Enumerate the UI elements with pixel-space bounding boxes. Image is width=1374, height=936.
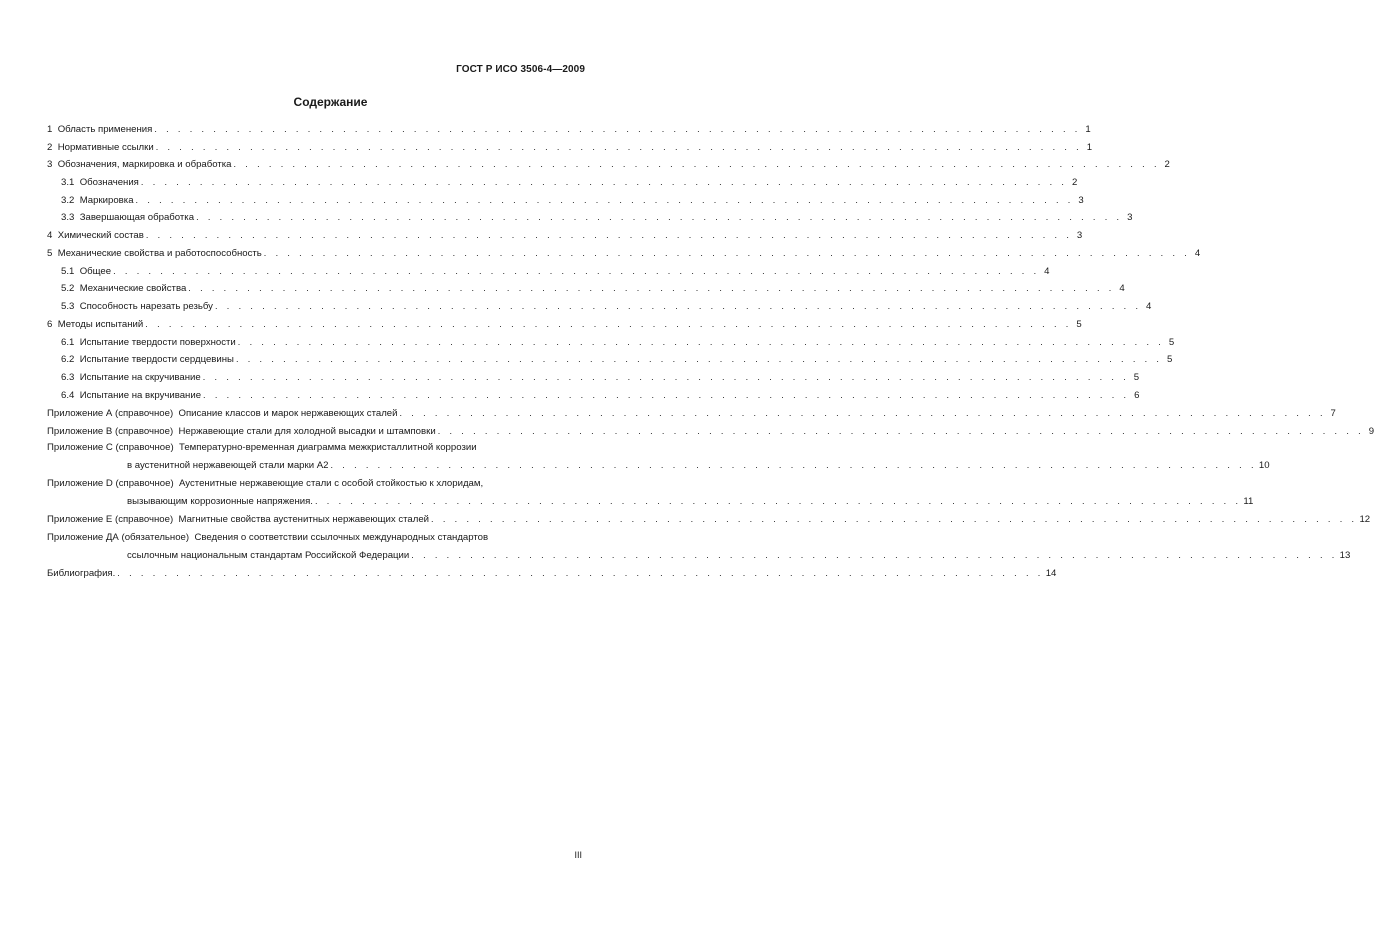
toc-entry-page: 3 [1078, 195, 1084, 206]
toc-entry-title: Магнитные свойства аустенитных нержавеющих сталей [178, 514, 430, 525]
toc-entry-number: 3.2 [61, 195, 75, 206]
toc-entry-page: 12 [1359, 514, 1371, 525]
toc-entry-title-continuation: вызывающим коррозионные напряжения. [127, 496, 313, 507]
page-header-doc-id: ГОСТ Р ИСО 3506-4—2009 [456, 64, 585, 75]
toc-entry-page: 6 [1134, 390, 1140, 401]
toc-entry-title: Методы испытаний [57, 319, 144, 330]
toc-entry-title: Сведения о соответствии ссылочных международных стандартов [194, 532, 489, 543]
toc-entry-5[interactable]: 5 Механические свойства и работоспособность . . . . . . . . . . . . . . . . . . . . . . . . . . . . . . . . . . . . . . . . . . . . . . . . . . . . . . . . . . . . . . . . . . . . . . . . . . . . . . . 4 [47, 248, 1201, 259]
toc-entry-3-1[interactable]: 3.1 Обозначения . . . . . . . . . . . . . . . . . . . . . . . . . . . . . . . . . . . . . . . . . . . . . . . . . . . . . . . . . . . . . . . . . . . . . . . . . . . . . . . 2 [61, 177, 1078, 188]
toc-entry-page: 5 [1076, 319, 1082, 330]
toc-entry-page: 1 [1086, 142, 1093, 153]
toc-entry-6-4[interactable]: 6.4 Испытание на вкручивание . . . . . . . . . . . . . . . . . . . . . . . . . . . . . . . . . . . . . . . . . . . . . . . . . . . . . . . . . . . . . . . . . . . . . . . . . . . . . . . 6 [61, 390, 1140, 401]
toc-entry-number: 5.2 [61, 283, 75, 294]
toc-entry-number: 3 [47, 159, 53, 170]
toc-entry-title: Испытание твердости сердцевины [79, 354, 234, 365]
toc-entry-page: 11 [1243, 496, 1254, 507]
toc-entry-page: 5 [1167, 354, 1173, 365]
toc-entry-title: Общее [79, 266, 112, 277]
toc-entry-page: 4 [1119, 283, 1125, 294]
toc-entry-prefix: Приложение С (справочное) [47, 442, 174, 453]
toc-entry-page: 14 [1045, 568, 1057, 579]
toc-entry-title: Нержавеющие стали для холодной высадки и штамповки [178, 426, 436, 437]
toc-entry-title: Нормативные ссылки [57, 142, 154, 153]
toc-entry-2[interactable]: 2 Нормативные ссылки . . . . . . . . . . . . . . . . . . . . . . . . . . . . . . . . . . . . . . . . . . . . . . . . . . . . . . . . . . . . . . . . . . . . . . . . . . . . . . . 1 [47, 142, 1093, 153]
toc-entry-number: 6.2 [61, 354, 75, 365]
toc-entry-appendix-da-cont[interactable]: ссылочным национальным стандартам Российской Федерации . . . . . . . . . . . . . . . . . . . . . . . . . . . . . . . . . . . . . . . . . . . . . . . . . . . . . . . . . . . . . . . . . . . . . . . . . . . . . . . 13 [127, 550, 1351, 561]
page-number-roman: III [574, 850, 582, 860]
toc-entry-title: Обозначения [79, 177, 139, 188]
toc-entry-title: Испытание твердости поверхности [79, 337, 236, 348]
toc-entry-number: 6 [47, 319, 53, 330]
toc-entry-1[interactable]: 1 Область применения . . . . . . . . . . . . . . . . . . . . . . . . . . . . . . . . . . . . . . . . . . . . . . . . . . . . . . . . . . . . . . . . . . . . . . . . . . . . . . . 1 [47, 124, 1091, 135]
toc-entry-appendix-c[interactable] [47, 441, 583, 455]
toc-entry-5-3[interactable]: 5.3 Способность нарезать резьбу . . . . . . . . . . . . . . . . . . . . . . . . . . . . . . . . . . . . . . . . . . . . . . . . . . . . . . . . . . . . . . . . . . . . . . . . . . . . . . . 4 [61, 301, 1152, 312]
toc-entry-number: 6.3 [61, 372, 75, 383]
toc-entry-page: 4 [1146, 301, 1152, 312]
toc-entry-page: 5 [1133, 372, 1140, 383]
toc-entry-number: 6.1 [61, 337, 75, 348]
toc-entry-title: Область применения [57, 124, 153, 135]
toc-entry-title: Механические свойства и работоспособность [57, 248, 262, 259]
toc-entry-appendix-d-cont[interactable]: вызывающим коррозионные напряжения. . . . . . . . . . . . . . . . . . . . . . . . . . . . . . . . . . . . . . . . . . . . . . . . . . . . . . . . . . . . . . . . . . . . . . . . . . . . . . . . 11 [127, 496, 1254, 507]
toc-entry-3[interactable]: 3 Обозначения, маркировка и обработка . . . . . . . . . . . . . . . . . . . . . . . . . . . . . . . . . . . . . . . . . . . . . . . . . . . . . . . . . . . . . . . . . . . . . . . . . . . . . . . 2 [47, 159, 1170, 170]
toc-entry-page: 5 [1168, 337, 1175, 348]
toc-entry-title: Способность нарезать резьбу [79, 301, 213, 312]
toc-entry-page: 13 [1339, 550, 1351, 561]
toc-entry-4[interactable]: 4 Химический состав . . . . . . . . . . . . . . . . . . . . . . . . . . . . . . . . . . . . . . . . . . . . . . . . . . . . . . . . . . . . . . . . . . . . . . . . . . . . . . . 3 [47, 230, 1083, 241]
toc-entry-prefix: Приложение Е (справочное) [47, 514, 174, 525]
toc-entry-3-3[interactable]: 3.3 Завершающая обработка . . . . . . . . . . . . . . . . . . . . . . . . . . . . . . . . . . . . . . . . . . . . . . . . . . . . . . . . . . . . . . . . . . . . . . . . . . . . . . . 3 [61, 212, 1133, 223]
toc-entry-title-continuation: в аустенитной нержавеющей стали марки А2 [127, 460, 329, 471]
toc-entry-6[interactable]: 6 Методы испытаний . . . . . . . . . . . . . . . . . . . . . . . . . . . . . . . . . . . . . . . . . . . . . . . . . . . . . . . . . . . . . . . . . . . . . . . . . . . . . . . 5 [47, 319, 1082, 330]
toc-entry-prefix: Приложение В (справочное) [47, 426, 174, 437]
page-title: Содержание [293, 95, 368, 109]
toc-entry-title: Испытание на скручивание [79, 372, 201, 383]
toc-entry-appendix-a[interactable]: Приложение А (справочное) Описание классов и марок нержавеющих сталей . . . . . . . . . . . . . . . . . . . . . . . . . . . . . . . . . . . . . . . . . . . . . . . . . . . . . . . . . . . . . . . . . . . . . . . . . . . . . . . 7 [47, 408, 1336, 419]
toc-entry-page: 1 [1085, 124, 1091, 135]
toc-entry-prefix: Приложение ДА (обязательное) [47, 532, 190, 543]
toc-entry-number: 4 [47, 230, 53, 241]
toc-entry-number: 2 [47, 142, 53, 153]
toc-entry-title: Маркировка [79, 195, 134, 206]
toc-entry-page: 2 [1164, 159, 1170, 170]
toc-entry-title: Температурно-временная диаграмма межкристаллитной коррозии [179, 442, 477, 453]
toc-entry-page: 4 [1194, 248, 1201, 259]
toc-entry-number: 3.1 [61, 177, 75, 188]
toc-entry-number: 6.4 [61, 390, 75, 401]
toc-entry-page: 2 [1071, 177, 1078, 188]
toc-entry-bibliography[interactable]: Библиография. . . . . . . . . . . . . . . . . . . . . . . . . . . . . . . . . . . . . . . . . . . . . . . . . . . . . . . . . . . . . . . . . . . . . . . . . . . . . . . . 14 [47, 568, 1057, 579]
toc-entry-title: Испытание на вкручивание [79, 390, 202, 401]
toc-entry-title: Завершающая обработка [79, 212, 195, 223]
toc-entry-title: Химический состав [57, 230, 144, 241]
toc-entry-page: 9 [1368, 426, 1374, 437]
toc-entry-appendix-b[interactable]: Приложение В (справочное) Нержавеющие стали для холодной высадки и штамповки . . . . . . . . . . . . . . . . . . . . . . . . . . . . . . . . . . . . . . . . . . . . . . . . . . . . . . . . . . . . . . . . . . . . . . . . . . . . . . . 9 [47, 426, 1374, 437]
toc-entry-appendix-c-cont[interactable]: в аустенитной нержавеющей стали марки А2 . . . . . . . . . . . . . . . . . . . . . . . . . . . . . . . . . . . . . . . . . . . . . . . . . . . . . . . . . . . . . . . . . . . . . . . . . . . . . . . 10 [127, 460, 1270, 471]
toc-entry-page: 3 [1127, 212, 1133, 223]
toc-entry-number: 5.1 [61, 266, 75, 277]
toc-entry-number: 5 [47, 248, 53, 259]
toc-entry-page: 10 [1258, 460, 1270, 471]
toc-entry-6-2[interactable]: 6.2 Испытание твердости сердцевины . . . . . . . . . . . . . . . . . . . . . . . . . . . . . . . . . . . . . . . . . . . . . . . . . . . . . . . . . . . . . . . . . . . . . . . . . . . . . . . 5 [61, 354, 1173, 365]
toc-entry-page: 4 [1044, 266, 1050, 277]
toc-entry-5-2[interactable]: 5.2 Механические свойства . . . . . . . . . . . . . . . . . . . . . . . . . . . . . . . . . . . . . . . . . . . . . . . . . . . . . . . . . . . . . . . . . . . . . . . . . . . . . . . 4 [61, 283, 1125, 294]
toc-entry-appendix-d[interactable] [47, 477, 583, 491]
toc-entry-number: 5.3 [61, 301, 75, 312]
toc-entry-number: 3.3 [61, 212, 75, 223]
toc-entry-title: Библиография. [47, 568, 116, 579]
toc-entry-title: Аустенитные нержавеющие стали с особой стойкостью к хлоридам, [179, 478, 484, 489]
toc-entry-title: Механические свойства [79, 283, 187, 294]
toc-entry-number: 1 [47, 124, 53, 135]
toc-entry-title-continuation: ссылочным национальным стандартам Российской Федерации [127, 550, 410, 561]
toc-entry-appendix-da[interactable] [47, 531, 583, 545]
toc-entry-6-3[interactable]: 6.3 Испытание на скручивание . . . . . . . . . . . . . . . . . . . . . . . . . . . . . . . . . . . . . . . . . . . . . . . . . . . . . . . . . . . . . . . . . . . . . . . . . . . . . . . 5 [61, 372, 1140, 383]
toc-entry-page: 7 [1330, 408, 1336, 419]
toc-entry-3-2[interactable]: 3.2 Маркировка . . . . . . . . . . . . . . . . . . . . . . . . . . . . . . . . . . . . . . . . . . . . . . . . . . . . . . . . . . . . . . . . . . . . . . . . . . . . . . . . 3 [61, 195, 1084, 206]
toc-entry-6-1[interactable]: 6.1 Испытание твердости поверхности . . . . . . . . . . . . . . . . . . . . . . . . . . . . . . . . . . . . . . . . . . . . . . . . . . . . . . . . . . . . . . . . . . . . . . . . . . . . . . . 5 [61, 337, 1175, 348]
toc-entry-page: 3 [1076, 230, 1083, 241]
toc-entry-prefix: Приложение А (справочное) [47, 408, 174, 419]
toc-entry-title: Описание классов и марок нержавеющих сталей [178, 408, 398, 419]
toc-entry-5-1[interactable]: 5.1 Общее . . . . . . . . . . . . . . . . . . . . . . . . . . . . . . . . . . . . . . . . . . . . . . . . . . . . . . . . . . . . . . . . . . . . . . . . . . . . . . . 4 [61, 266, 1050, 277]
toc-entry-prefix: Приложение D (справочное) [47, 478, 174, 489]
toc-entry-title: Обозначения, маркировка и обработка [57, 159, 232, 170]
toc-entry-appendix-e[interactable]: Приложение Е (справочное) Магнитные свойства аустенитных нержавеющих сталей . . . . . . . . . . . . . . . . . . . . . . . . . . . . . . . . . . . . . . . . . . . . . . . . . . . . . . . . . . . . . . . . . . . . . . . . . . . . . . . 12 [47, 514, 1371, 525]
